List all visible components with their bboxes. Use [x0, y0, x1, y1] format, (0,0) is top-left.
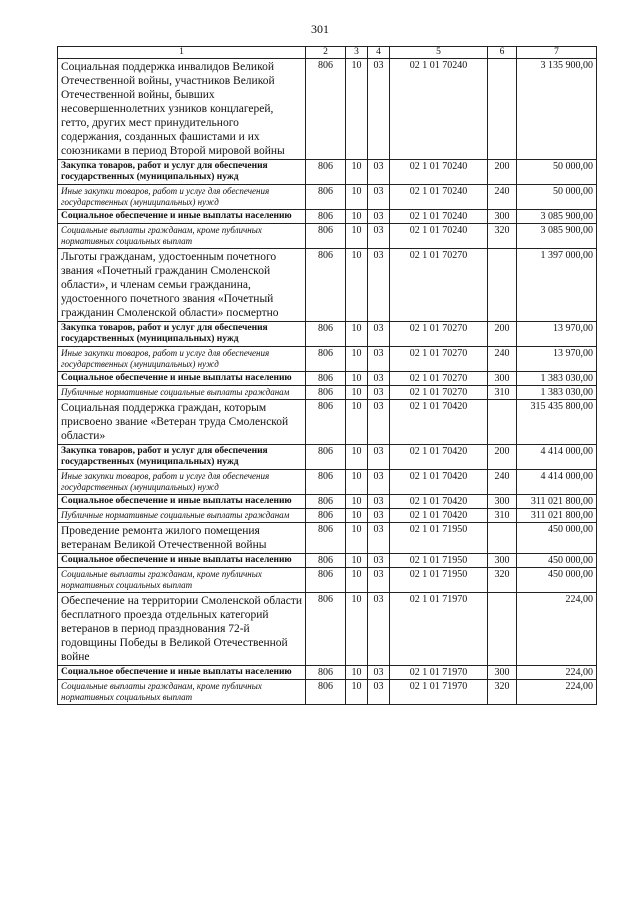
table-row	[58, 509, 597, 523]
section-cell: 10	[346, 249, 368, 322]
section-cell: 10	[346, 680, 368, 705]
budget-table	[57, 46, 597, 705]
subsection-cell: 03	[368, 593, 390, 666]
expense-type-cell: 320	[488, 224, 517, 249]
subsection-cell: 03	[368, 554, 390, 568]
row-name-cell: Публичные нормативные социальные выплаты гражданам	[58, 509, 306, 523]
section-cell: 10	[346, 372, 368, 386]
admin-code-cell: 806	[306, 185, 346, 210]
expense-type-cell: 320	[488, 680, 517, 705]
expense-type-cell: 240	[488, 185, 517, 210]
column-header: 4	[368, 47, 390, 59]
row-name-cell: Проведение ремонта жилого помещения ветеранам Великой Отечественной войны	[58, 523, 306, 554]
admin-code-cell: 806	[306, 224, 346, 249]
table-row	[58, 185, 597, 210]
expense-type-cell: 320	[488, 568, 517, 593]
table-row	[58, 554, 597, 568]
amount-cell: 311 021 800,00	[517, 495, 597, 509]
expense-type-cell	[488, 59, 517, 160]
section-cell: 10	[346, 160, 368, 185]
table-row	[58, 593, 597, 666]
table-header-row	[58, 47, 597, 59]
amount-cell: 315 435 800,00	[517, 400, 597, 445]
admin-code-cell: 806	[306, 666, 346, 680]
table-row	[58, 568, 597, 593]
section-cell: 10	[346, 386, 368, 400]
expense-type-cell: 300	[488, 666, 517, 680]
section-cell: 10	[346, 322, 368, 347]
amount-cell: 4 414 000,00	[517, 445, 597, 470]
admin-code-cell: 806	[306, 593, 346, 666]
expense-type-cell	[488, 249, 517, 322]
column-header: 3	[346, 47, 368, 59]
row-name-cell: Публичные нормативные социальные выплаты гражданам	[58, 386, 306, 400]
section-cell: 10	[346, 554, 368, 568]
table-row	[58, 680, 597, 705]
admin-code-cell: 806	[306, 680, 346, 705]
table-row	[58, 322, 597, 347]
row-name-cell: Социальное обеспечение и иные выплаты населению	[58, 210, 306, 224]
table-row	[58, 523, 597, 554]
expense-type-cell: 200	[488, 160, 517, 185]
target-article-cell: 02 1 01 70240	[390, 160, 488, 185]
amount-cell: 1 397 000,00	[517, 249, 597, 322]
expense-type-cell: 310	[488, 386, 517, 400]
target-article-cell: 02 1 01 70270	[390, 386, 488, 400]
column-header: 5	[390, 47, 488, 59]
table-row	[58, 470, 597, 495]
row-name-cell: Социальные выплаты гражданам, кроме публичных нормативных социальных выплат	[58, 224, 306, 249]
expense-type-cell	[488, 593, 517, 666]
target-article-cell: 02 1 01 70420	[390, 400, 488, 445]
amount-cell: 3 085 900,00	[517, 210, 597, 224]
table-row	[58, 224, 597, 249]
section-cell: 10	[346, 666, 368, 680]
section-cell: 10	[346, 400, 368, 445]
table-row	[58, 347, 597, 372]
target-article-cell: 02 1 01 70270	[390, 322, 488, 347]
subsection-cell: 03	[368, 185, 390, 210]
target-article-cell: 02 1 01 71970	[390, 680, 488, 705]
amount-cell: 50 000,00	[517, 160, 597, 185]
subsection-cell: 03	[368, 509, 390, 523]
amount-cell: 224,00	[517, 593, 597, 666]
table-row	[58, 400, 597, 445]
admin-code-cell: 806	[306, 386, 346, 400]
subsection-cell: 03	[368, 322, 390, 347]
admin-code-cell: 806	[306, 210, 346, 224]
subsection-cell: 03	[368, 210, 390, 224]
table-body	[58, 59, 597, 705]
target-article-cell: 02 1 01 70240	[390, 210, 488, 224]
subsection-cell: 03	[368, 445, 390, 470]
amount-cell: 13 970,00	[517, 347, 597, 372]
admin-code-cell: 806	[306, 470, 346, 495]
table-row	[58, 160, 597, 185]
subsection-cell: 03	[368, 386, 390, 400]
expense-type-cell: 200	[488, 445, 517, 470]
table-row	[58, 59, 597, 160]
amount-cell: 450 000,00	[517, 523, 597, 554]
page-number: 301	[311, 22, 329, 36]
amount-cell: 1 383 030,00	[517, 386, 597, 400]
subsection-cell: 03	[368, 372, 390, 386]
subsection-cell: 03	[368, 680, 390, 705]
subsection-cell: 03	[368, 59, 390, 160]
admin-code-cell: 806	[306, 523, 346, 554]
target-article-cell: 02 1 01 70270	[390, 347, 488, 372]
table-row	[58, 386, 597, 400]
amount-cell: 224,00	[517, 666, 597, 680]
section-cell: 10	[346, 185, 368, 210]
admin-code-cell: 806	[306, 495, 346, 509]
section-cell: 10	[346, 224, 368, 249]
expense-type-cell: 300	[488, 554, 517, 568]
admin-code-cell: 806	[306, 509, 346, 523]
expense-type-cell: 310	[488, 509, 517, 523]
table-row	[58, 372, 597, 386]
amount-cell: 450 000,00	[517, 554, 597, 568]
admin-code-cell: 806	[306, 372, 346, 386]
subsection-cell: 03	[368, 470, 390, 495]
subsection-cell: 03	[368, 666, 390, 680]
target-article-cell: 02 1 01 70270	[390, 372, 488, 386]
row-name-cell: Обеспечение на территории Смоленской области бесплатного проезда отдельных категорий ветеранов в период празднования 72-й годовщины Победы в Великой Отечественной войне	[58, 593, 306, 666]
row-name-cell: Закупка товаров, работ и услуг для обеспечения государственных (муниципальных) нужд	[58, 445, 306, 470]
column-header: 2	[306, 47, 346, 59]
row-name-cell: Социальные выплаты гражданам, кроме публичных нормативных социальных выплат	[58, 568, 306, 593]
amount-cell: 13 970,00	[517, 322, 597, 347]
admin-code-cell: 806	[306, 160, 346, 185]
admin-code-cell: 806	[306, 59, 346, 160]
subsection-cell: 03	[368, 523, 390, 554]
row-name-cell: Социальное обеспечение и иные выплаты населению	[58, 666, 306, 680]
target-article-cell: 02 1 01 71950	[390, 523, 488, 554]
subsection-cell: 03	[368, 160, 390, 185]
row-name-cell: Иные закупки товаров, работ и услуг для обеспечения государственных (муниципальных) нужд	[58, 470, 306, 495]
section-cell: 10	[346, 568, 368, 593]
target-article-cell: 02 1 01 71950	[390, 554, 488, 568]
admin-code-cell: 806	[306, 400, 346, 445]
section-cell: 10	[346, 470, 368, 495]
section-cell: 10	[346, 445, 368, 470]
subsection-cell: 03	[368, 495, 390, 509]
row-name-cell: Социальная поддержка граждан, которым присвоено звание «Ветеран труда Смоленской области»	[58, 400, 306, 445]
section-cell: 10	[346, 59, 368, 160]
row-name-cell: Иные закупки товаров, работ и услуг для обеспечения государственных (муниципальных) нужд	[58, 185, 306, 210]
row-name-cell: Льготы гражданам, удостоенным почетного звания «Почетный гражданин Смоленской области», и членам семьи гражданина, удостоенного почетного звания «Почетный гражданин Смоленской области» посмертно	[58, 249, 306, 322]
target-article-cell: 02 1 01 70240	[390, 185, 488, 210]
target-article-cell: 02 1 01 70420	[390, 445, 488, 470]
amount-cell: 224,00	[517, 680, 597, 705]
expense-type-cell: 240	[488, 347, 517, 372]
row-name-cell: Социальное обеспечение и иные выплаты населению	[58, 554, 306, 568]
admin-code-cell: 806	[306, 445, 346, 470]
section-cell: 10	[346, 509, 368, 523]
table-row	[58, 495, 597, 509]
target-article-cell: 02 1 01 70420	[390, 495, 488, 509]
expense-type-cell	[488, 523, 517, 554]
admin-code-cell: 806	[306, 568, 346, 593]
row-name-cell: Социальная поддержка инвалидов Великой Отечественной войны, участников Великой Отечественной войны, бывших несовершеннолетних узников концлагерей, гетто, других мест принудительного содержания, созданных фашистами и их союзниками в период Второй мировой войны	[58, 59, 306, 160]
amount-cell: 50 000,00	[517, 185, 597, 210]
row-name-cell: Иные закупки товаров, работ и услуг для обеспечения государственных (муниципальных) нужд	[58, 347, 306, 372]
admin-code-cell: 806	[306, 347, 346, 372]
section-cell: 10	[346, 495, 368, 509]
target-article-cell: 02 1 01 71950	[390, 568, 488, 593]
admin-code-cell: 806	[306, 249, 346, 322]
target-article-cell: 02 1 01 70240	[390, 224, 488, 249]
target-article-cell: 02 1 01 71970	[390, 666, 488, 680]
target-article-cell: 02 1 01 70420	[390, 470, 488, 495]
amount-cell: 450 000,00	[517, 568, 597, 593]
expense-type-cell: 200	[488, 322, 517, 347]
row-name-cell: Социальные выплаты гражданам, кроме публичных нормативных социальных выплат	[58, 680, 306, 705]
table-row	[58, 666, 597, 680]
target-article-cell: 02 1 01 71970	[390, 593, 488, 666]
table-row	[58, 210, 597, 224]
amount-cell: 3 085 900,00	[517, 224, 597, 249]
column-header: 6	[488, 47, 517, 59]
expense-type-cell: 300	[488, 210, 517, 224]
target-article-cell: 02 1 01 70420	[390, 509, 488, 523]
subsection-cell: 03	[368, 400, 390, 445]
subsection-cell: 03	[368, 224, 390, 249]
admin-code-cell: 806	[306, 554, 346, 568]
amount-cell: 4 414 000,00	[517, 470, 597, 495]
expense-type-cell: 240	[488, 470, 517, 495]
amount-cell: 311 021 800,00	[517, 509, 597, 523]
row-name-cell: Закупка товаров, работ и услуг для обеспечения государственных (муниципальных) нужд	[58, 160, 306, 185]
expense-type-cell	[488, 400, 517, 445]
section-cell: 10	[346, 210, 368, 224]
admin-code-cell: 806	[306, 322, 346, 347]
section-cell: 10	[346, 523, 368, 554]
amount-cell: 3 135 900,00	[517, 59, 597, 160]
section-cell: 10	[346, 347, 368, 372]
section-cell: 10	[346, 593, 368, 666]
subsection-cell: 03	[368, 568, 390, 593]
row-name-cell: Социальное обеспечение и иные выплаты населению	[58, 495, 306, 509]
column-header: 7	[517, 47, 597, 59]
expense-type-cell: 300	[488, 495, 517, 509]
target-article-cell: 02 1 01 70240	[390, 59, 488, 160]
table-row	[58, 445, 597, 470]
row-name-cell: Закупка товаров, работ и услуг для обеспечения государственных (муниципальных) нужд	[58, 322, 306, 347]
amount-cell: 1 383 030,00	[517, 372, 597, 386]
subsection-cell: 03	[368, 249, 390, 322]
column-header: 1	[58, 47, 306, 59]
expense-type-cell: 300	[488, 372, 517, 386]
target-article-cell: 02 1 01 70270	[390, 249, 488, 322]
subsection-cell: 03	[368, 347, 390, 372]
row-name-cell: Социальное обеспечение и иные выплаты населению	[58, 372, 306, 386]
table-row	[58, 249, 597, 322]
